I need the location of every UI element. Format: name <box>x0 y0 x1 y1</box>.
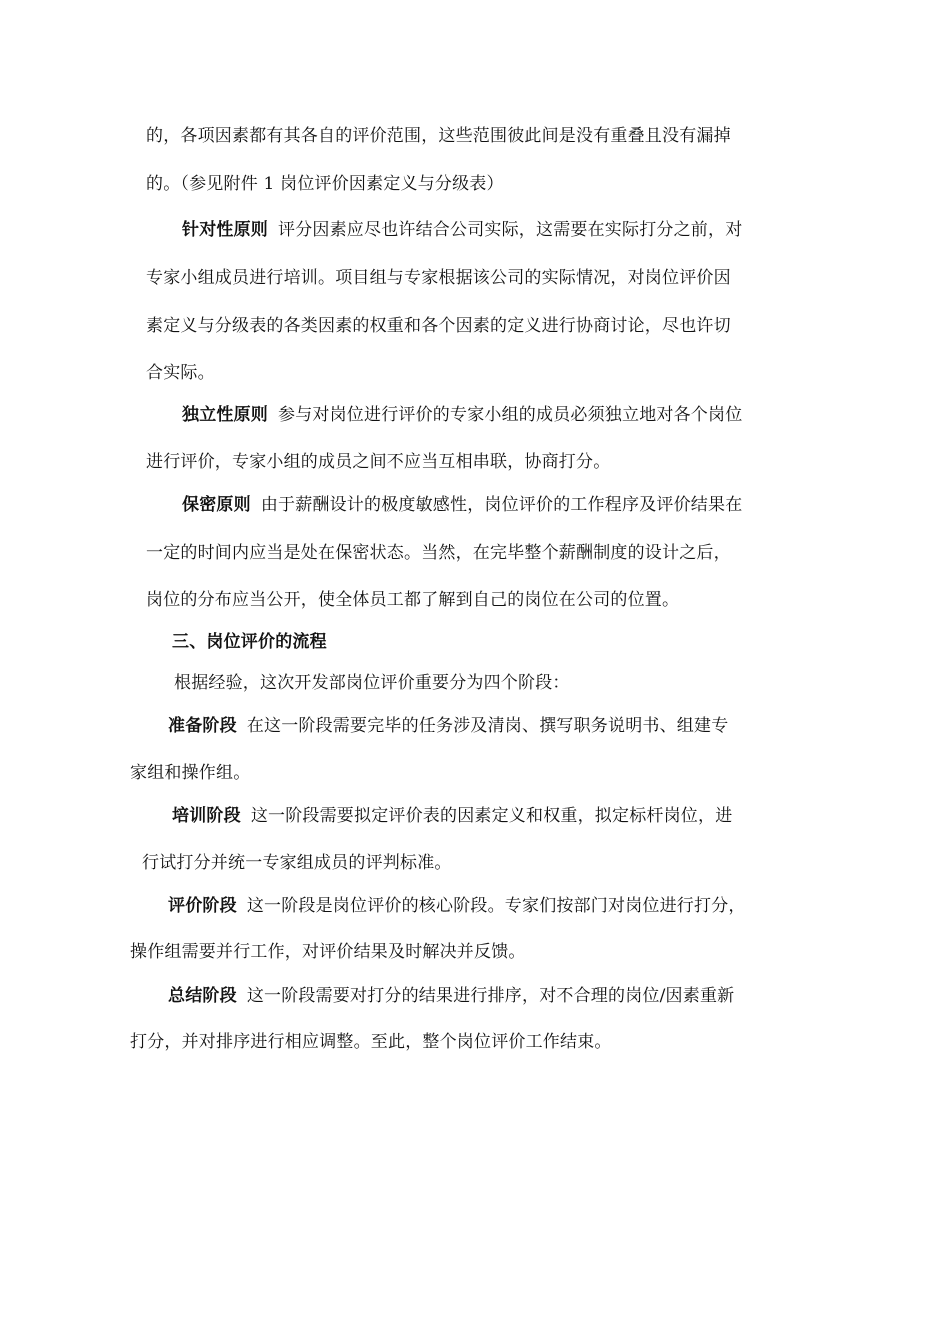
body-text-line <box>146 124 731 148</box>
text-span: 进行评价，专家小组的成员之间不应当互相串联，协商打分。 <box>146 452 611 472</box>
stage-title: 评价阶段 <box>168 896 237 916</box>
body-text-line <box>142 851 452 875</box>
body-text-line <box>130 940 526 964</box>
text-span: 的，各项因素都有其各自的评价范围，这些范围彼此间是没有重叠且没有漏掉 <box>146 126 731 146</box>
stage-line <box>172 804 732 828</box>
stage-line <box>168 984 734 1008</box>
stage-line <box>168 714 728 738</box>
text-span: 这一阶段需要拟定评价表的因素定义和权重，拟定标杆岗位，进 <box>250 806 733 826</box>
principle-line <box>182 218 742 242</box>
body-text-line <box>146 314 731 338</box>
text-span: 由于薪酬设计的极度敏感性，岗位评价的工作程序及评价结果在 <box>260 495 743 515</box>
body-text-line <box>146 588 679 612</box>
body-text-line <box>146 172 504 196</box>
body-text-line <box>146 541 731 565</box>
text-span: 行试打分并统一专家组成员的评判标准。 <box>142 853 452 873</box>
body-text-line <box>146 266 731 290</box>
principle-line <box>182 493 742 517</box>
stage-line <box>168 894 746 918</box>
body-text-line <box>146 361 215 385</box>
section-heading <box>172 630 327 654</box>
stage-title: 培训阶段 <box>172 806 241 826</box>
stage-title: 准备阶段 <box>168 716 237 736</box>
body-text-line <box>130 761 250 785</box>
text-span: 打分，并对排序进行相应调整。至此，整个岗位评价工作结束。 <box>130 1032 612 1052</box>
body-text-line <box>146 450 610 474</box>
text-span: 的。（参见附件 1 岗位评价因素定义与分级表） <box>146 174 504 194</box>
text-span: 参与对岗位进行评价的专家小组的成员必须独立地对各个岗位 <box>278 405 743 425</box>
principle-title: 保密原则 <box>182 495 251 515</box>
text-span: 岗位的分布应当公开，使全体员工都了解到自己的岗位在公司的位置。 <box>146 590 680 610</box>
principle-line <box>182 403 742 427</box>
text-span: 在这一阶段需要完毕的任务涉及清岗、撰写职务说明书、组建专 <box>246 716 729 736</box>
principle-title: 针对性原则 <box>182 220 268 240</box>
text-span: 专家小组成员进行培训。项目组与专家根据该公司的实际情况，对岗位评价因 <box>146 268 731 288</box>
text-span: 合实际。 <box>146 363 215 383</box>
heading-text: 三、岗位评价的流程 <box>172 632 327 652</box>
text-span: 根据经验，这次开发部岗位评价重要分为四个阶段： <box>174 673 570 693</box>
text-span: 这一阶段需要对打分的结果进行排序，对不合理的岗位/因素重新 <box>246 986 735 1006</box>
text-span: 操作组需要并行工作，对评价结果及时解决并反馈。 <box>130 942 526 962</box>
text-span: 评分因素应尽也许结合公司实际，这需要在实际打分之前，对 <box>278 220 743 240</box>
text-span: 家组和操作组。 <box>130 763 251 783</box>
text-span: 一定的时间内应当是处在保密状态。当然，在完毕整个薪酬制度的设计之后， <box>146 543 731 563</box>
body-text-line <box>130 1030 612 1054</box>
text-span: 这一阶段是岗位评价的核心阶段。专家们按部门对岗位进行打分， <box>246 896 746 916</box>
principle-title: 独立性原则 <box>182 405 268 425</box>
text-span: 素定义与分级表的各类因素的权重和各个因素的定义进行协商讨论，尽也许切 <box>146 316 731 336</box>
body-text-line <box>174 671 570 695</box>
stage-title: 总结阶段 <box>168 986 237 1006</box>
